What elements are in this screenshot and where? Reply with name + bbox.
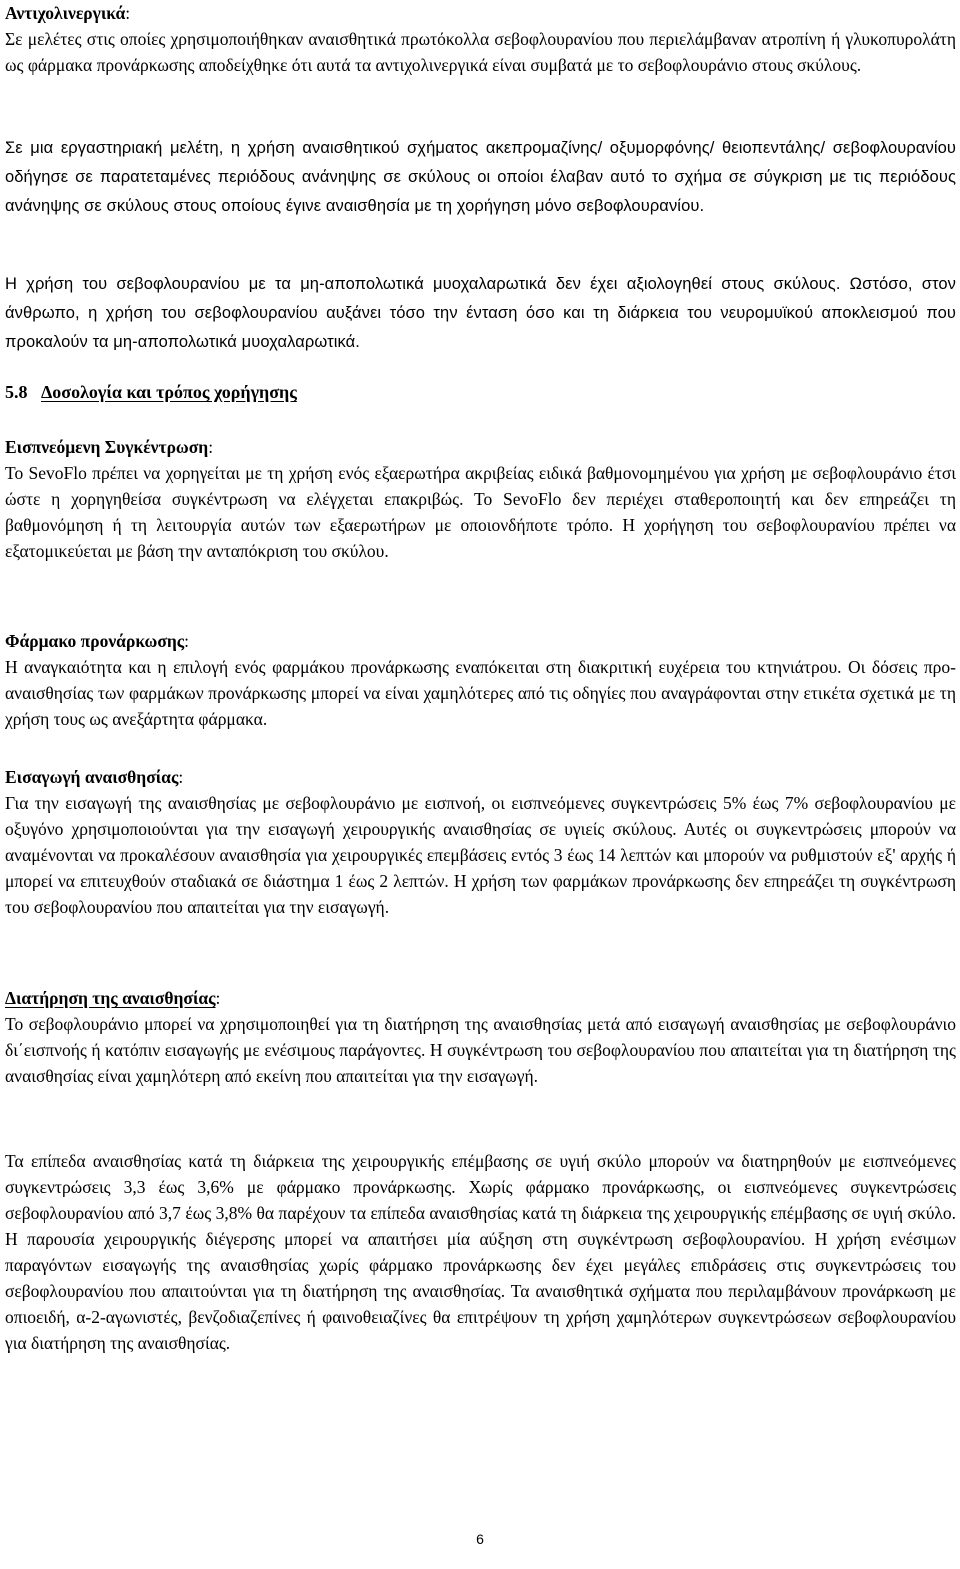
induction-heading: Εισαγωγή αναισθησίας:	[5, 767, 184, 787]
maintenance-text: Το σεβοφλουράνιο μπορεί να χρησιμοποιηθεί για τη διατήρηση της αναισθησίας μετά από εισαγωγή αναισθησίας με σεβοφλουράνιο δι΄εισπνοής ή κατόπιν εισαγωγής με ενέσιμους παράγοντες. Η συγκέντρωση του σεβοφλουρανίου που απαιτείται για τη διατήρηση της αναισθησίας είναι χαμηλότερη από εκείνη που απαιτείται για την εισαγωγή.	[5, 1014, 956, 1086]
premedication-heading: Φάρμακο προνάρκωσης:	[5, 631, 190, 651]
inhaled-concentration-section	[5, 434, 956, 564]
levels-text: Τα επίπεδα αναισθησίας κατά τη διάρκεια της χειρουργικής επέμβασης σε υγιή σκύλο μπορούν να διατηρηθούν με εισπνεόμενες συγκεντρώσεις 3,3 έως 3,6% με φάρμακο προνάρκωσης. Χωρίς φάρμακο προνάρκωσης, οι εισπνεόμενες συγκεντρώσεις σεβοφλουρανίου από 3,7 έως 3,8% θα παρέχουν τα επίπεδα αναισθησίας κατά τη διάρκεια της χειρουργικής επέμβασης σε υγιή σκύλο. Η παρουσία χειρουργικής διέγερσης μπορεί να απαιτήσει μία αύξηση στη συγκέντρωση σεβοφλουρανίου. Η χρήση ενέσιμων παραγόντων εισαγωγής της αναισθησίας χωρίς φάρμακο προνάρκωσης δεν έχει μεγάλες επιδράσεις στις συγκεντρώσεις του σεβοφλουρανίου που απαιτούνται για τη διατήρηση της αναισθησίας. Τα αναισθητικά σχήματα που περιλαμβάνουν προνάρκωση με οπιοειδή, α-2-αγωνιστές, βενζοδιαζεπίνες ή φαινοθειαζίνες θα επιτρέψουν τη χρήση χαμηλότερων συγκεντρώσεων σεβοφλουρανίου για διατήρηση της αναισθησίας.	[5, 1151, 956, 1353]
section-heading	[5, 382, 956, 403]
inhaled-concentration-text: Το SevoFlo πρέπει να χορηγείται με τη χρήση ενός εξαερωτήρα ακριβείας ειδικά βαθμονομημένου για χρήση με σεβοφλουράνιο έτσι ώστε η χορηγηθείσα συγκέντρωση να ελέγχεται επακριβώς. Το SevoFlo δεν περιέχει σταθεροποιητή και δεν επηρεάζει τη βαθμονόμηση ή τη λειτουργία αυτών των εξαερωτήρων με οποιονδήποτε τρόπο. Η χορήγηση του σεβοφλουρανίου πρέπει να εξατομικεύεται με βάση την ανταπόκριση του σκύλου.	[5, 463, 956, 561]
lab-study-text: Σε μια εργαστηριακή μελέτη, η χρήση αναισθητικού σχήματος ακεπρομαζίνης/ οξυμορφόνης/ θειοπεντάλης/ σεβοφλουρανίου οδήγησε σε παρατεταμένες περιόδους ανάνηψης σε σκύλους οι οποίοι έλαβαν αυτό το σχήμα σε σύγκριση με τις περιόδους ανάνηψης σε σκύλους στους οποίους έγινε αναισθησία με τη χορήγηση μόνο σεβοφλουρανίου.	[5, 139, 956, 215]
section-title: Δοσολογία και τρόπος χορήγησης	[41, 382, 297, 402]
page-number: 6	[476, 1531, 484, 1547]
induction-text: Για την εισαγωγή της αναισθησίας με σεβοφλουράνιο με εισπνοή, οι εισπνεόμενες συγκεντρώσεις 5% έως 7% σεβοφλουρανίου με οξυγόνο χρησιμοποιούνται για την εισαγωγή χειρουργικής αναισθησίας σε υγιείς σκύλους. Αυτές οι συγκεντρώσεις μπορούν να αναμένονται να προκαλέσουν αναισθησία για χειρουργικές επεμβάσεις εντός 3 έως 14 λεπτών και μπορούν να ρυθμιστούν εξ' αρχής ή μπορεί να επιτευχθούν σταδιακά σε διάστημα 1 έως 2 λεπτών. Η χρήση των φαρμάκων προνάρκωσης δεν επηρεάζει τη συγκέντρωση του σεβοφλουρανίου που απαιτείται για την εισαγωγή.	[5, 793, 956, 917]
maintenance-section	[5, 985, 956, 1089]
section-number: 5.8	[5, 382, 28, 402]
induction-section	[5, 764, 956, 920]
anticholinergics-heading: Αντιχολινεργικά:	[5, 3, 131, 23]
lab-study-section	[5, 134, 956, 221]
muscle-relaxants-section	[5, 270, 956, 357]
premedication-section	[5, 628, 956, 732]
premedication-text: Η αναγκαιότητα και η επιλογή ενός φαρμάκου προνάρκωσης εναπόκειται στη διακριτική ευχέρεια του κτηνιάτρου. Οι δόσεις προ-αναισθησίας των φαρμάκων προνάρκωσης μπορεί να είναι χαμηλότερες από τις οδηγίες που αναγράφονται στην ετικέτα σχετικά με τη χρήση τους ως ανεξάρτητα φάρμακα.	[5, 657, 956, 729]
section-heading-block	[5, 382, 956, 403]
maintenance-heading: Διατήρηση της αναισθησίας:	[5, 988, 221, 1008]
anticholinergics-section	[5, 0, 956, 78]
muscle-relaxants-text: Η χρήση του σεβοφλουρανίου με τα μη-αποπολωτικά μυοχαλαρωτικά δεν έχει αξιολογηθεί στους σκύλους. Ωστόσο, στον άνθρωπο, η χρήση του σεβοφλουρανίου αυξάνει τόσο την ένταση όσο και τη διάρκεια του νευρομυϊκού αποκλεισμού που προκαλούν τα μη-αποπολωτικά μυοχαλαρωτικά.	[5, 275, 956, 351]
inhaled-concentration-heading: Εισπνεόμενη Συγκέντρωση:	[5, 437, 214, 457]
anticholinergics-text: Σε μελέτες στις οποίες χρησιμοποιήθηκαν αναισθητικά πρωτόκολλα σεβοφλουρανίου που περιελάμβαναν ατροπίνη ή γλυκοπυρολάτη ως φάρμακα προνάρκωσης αποδείχθηκε ότι αυτά τα αντιχολινεργικά είναι συμβατά με το σεβοφλουράνιο στους σκύλους.	[5, 29, 956, 75]
levels-section	[5, 1148, 956, 1356]
